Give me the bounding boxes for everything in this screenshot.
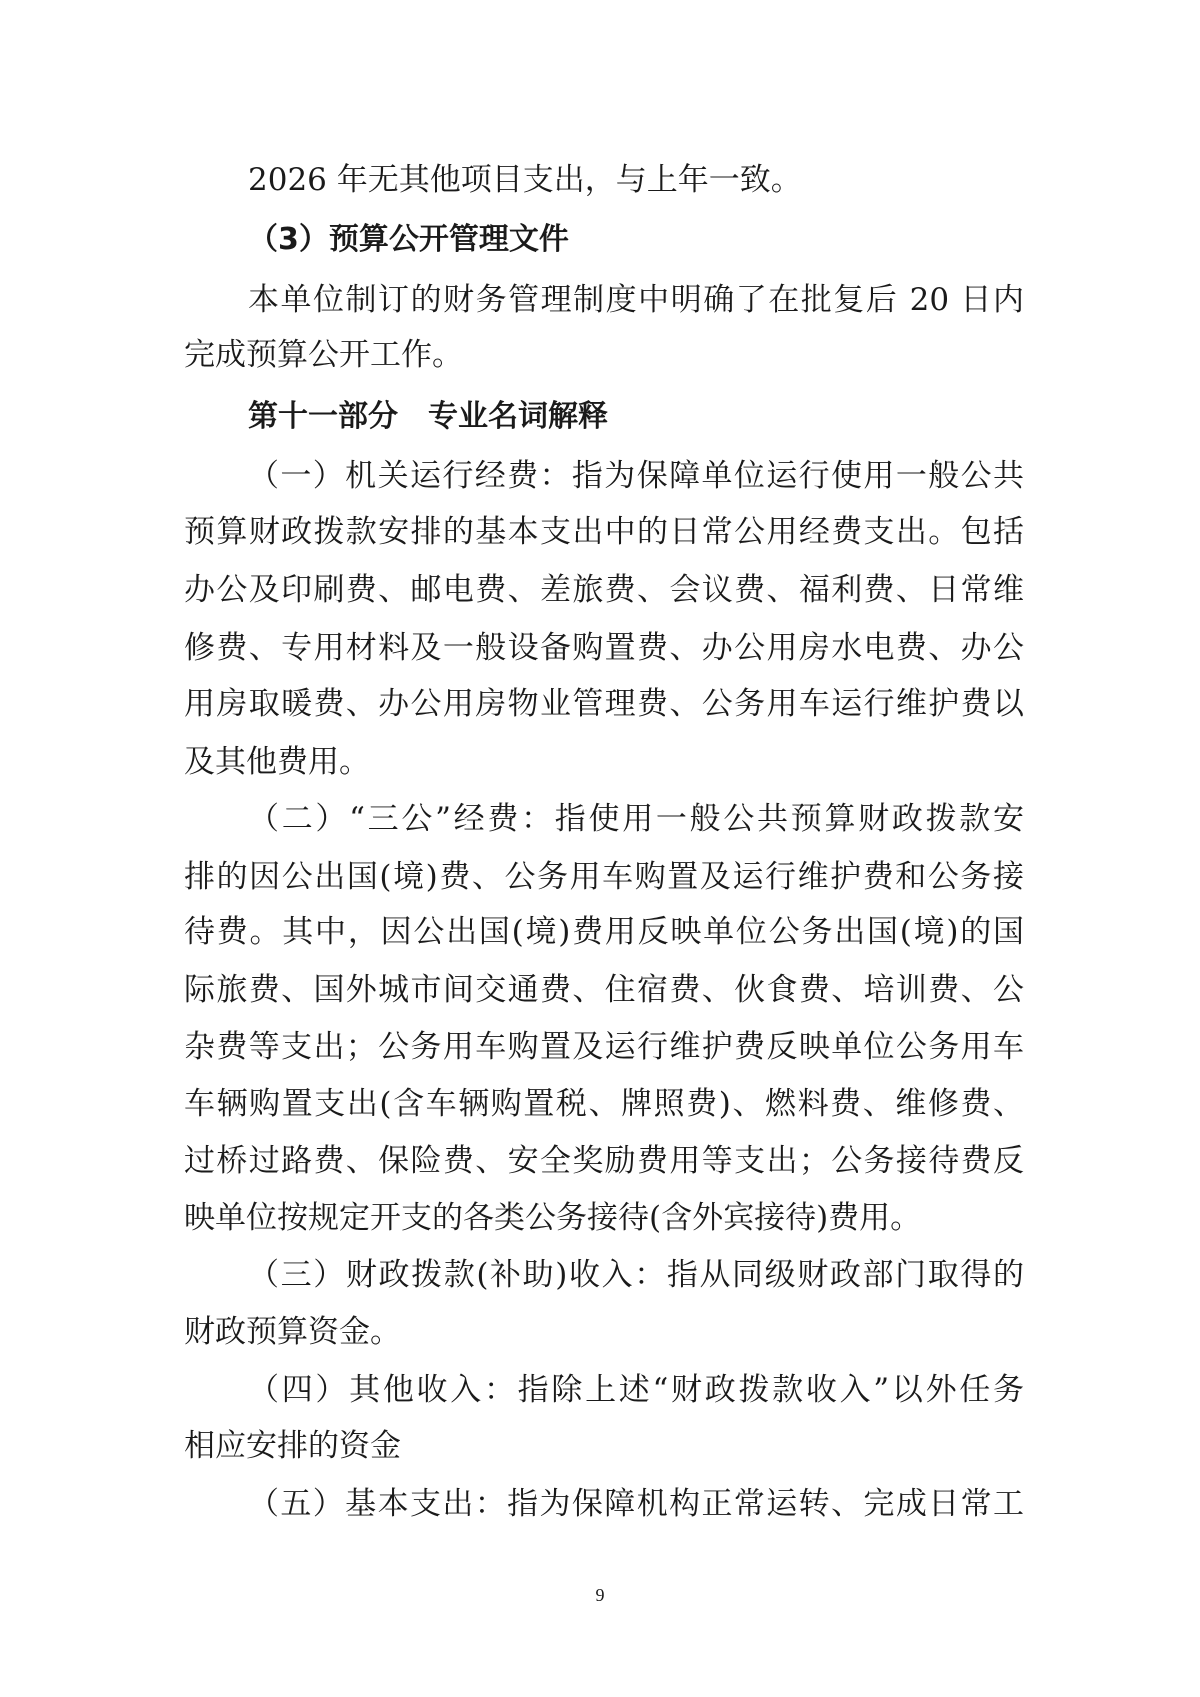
paragraph-line: 过桥过路费、保险费、安全奖励费用等支出；公务接待费反 bbox=[184, 1143, 1024, 1179]
paragraph-line: 预算财政拨款安排的基本支出中的日常公用经费支出。包括 bbox=[184, 514, 1024, 550]
paragraph-line: 2026 年无其他项目支出，与上年一致。 bbox=[248, 162, 802, 198]
paragraph-line: 本单位制订的财务管理制度中明确了在批复后 20 日内 bbox=[248, 282, 1024, 318]
paragraph-line: （二）“三公”经费：指使用一般公共预算财政拨款安 bbox=[248, 801, 1024, 837]
paragraph-line: 完成预算公开工作。 bbox=[184, 337, 463, 373]
paragraph-line: 财政预算资金。 bbox=[184, 1314, 401, 1350]
paragraph-line: 际旅费、国外城市间交通费、住宿费、伙食费、培训费、公 bbox=[184, 972, 1024, 1008]
part-heading: 第十一部分 专业名词解释 bbox=[248, 399, 608, 434]
paragraph-line: 排的因公出国(境)费、公务用车购置及运行维护费和公务接 bbox=[184, 859, 1024, 895]
paragraph-line: 用房取暖费、办公用房物业管理费、公务用车运行维护费以 bbox=[184, 686, 1024, 722]
paragraph-line: （五）基本支出：指为保障机构正常运转、完成日常工 bbox=[248, 1486, 1024, 1522]
paragraph-line: 车辆购置支出(含车辆购置税、牌照费)、燃料费、维修费、 bbox=[184, 1086, 1024, 1122]
paragraph-line: 杂费等支出；公务用车购置及运行维护费反映单位公务用车 bbox=[184, 1029, 1024, 1065]
paragraph-line: 相应安排的资金 bbox=[184, 1428, 401, 1464]
paragraph-line: 及其他费用。 bbox=[184, 744, 370, 780]
paragraph-line: 修费、专用材料及一般设备购置费、办公用房水电费、办公 bbox=[184, 630, 1024, 666]
page-number: 9 bbox=[595, 1585, 605, 1605]
paragraph-line: （一）机关运行经费：指为保障单位运行使用一般公共 bbox=[248, 458, 1024, 494]
paragraph-line: 待费。其中，因公出国(境)费用反映单位公务出国(境)的国 bbox=[184, 914, 1024, 950]
paragraph-line: （三）财政拨款(补助)收入：指从同级财政部门取得的 bbox=[248, 1257, 1024, 1293]
section-heading: （3）预算公开管理文件 bbox=[248, 222, 569, 257]
paragraph-line: 映单位按规定开支的各类公务接待(含外宾接待)费用。 bbox=[184, 1200, 922, 1236]
paragraph-line: 办公及印刷费、邮电费、差旅费、会议费、福利费、日常维 bbox=[184, 572, 1024, 608]
paragraph-line: （四）其他收入：指除上述“财政拨款收入”以外任务 bbox=[248, 1372, 1024, 1408]
